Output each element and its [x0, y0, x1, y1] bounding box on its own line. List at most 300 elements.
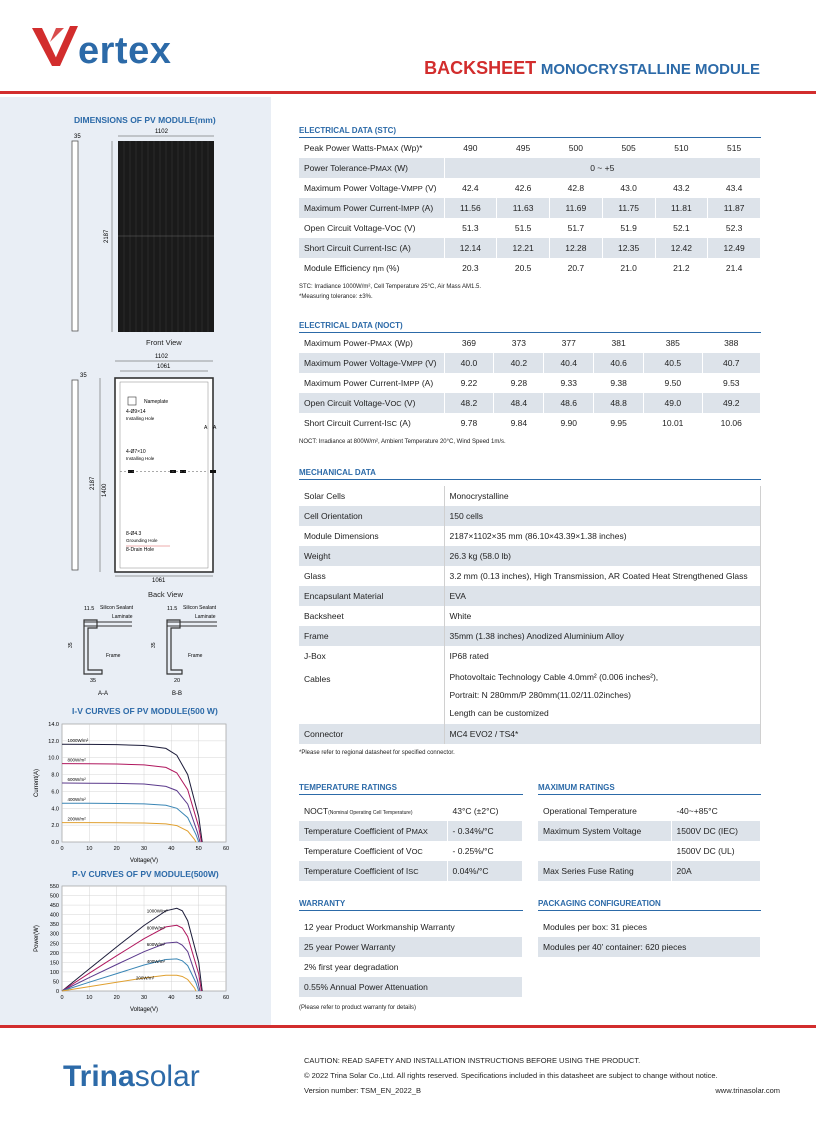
- temp-key: [299, 801, 447, 821]
- noct-cell: 40.4: [544, 353, 594, 373]
- installing-hole-1-label: Installing Hole: [126, 416, 155, 421]
- grounding-hole: 8-Ø4.3: [126, 531, 142, 537]
- copyright-text: © 2022 Trina Solar Co.,Ltd. All rights reserved. Specifications included in this datasheet are subject to change without notice.: [304, 1071, 718, 1080]
- temp-heading: TEMPERATURE RATINGS: [299, 783, 523, 795]
- stc-row-label-sub: MPP: [403, 204, 420, 213]
- noct-cell: 49.0: [644, 393, 702, 413]
- max-rating-row: [538, 841, 761, 861]
- noct-cell: 10.06: [702, 413, 760, 433]
- aa-frame: Frame: [106, 653, 121, 659]
- stc-cell: 51.3: [444, 218, 497, 238]
- packaging-heading: PACKAGING CONFIGUREATION: [538, 899, 761, 911]
- pv-chart: [30, 880, 240, 1015]
- packaging-row: [538, 917, 761, 937]
- bb-frame: Frame: [188, 653, 203, 659]
- packaging-item: Modules per box: 31 pieces: [538, 917, 761, 937]
- mech-key: Glass: [299, 566, 444, 586]
- iv_chart-series-label: 1000W/m²: [67, 738, 89, 744]
- pv_chart-ytick: 450: [49, 903, 59, 910]
- warranty-row: [299, 917, 523, 937]
- stc-cell: 51.5: [497, 218, 550, 238]
- pv_chart-ytick: 200: [49, 950, 59, 957]
- stc-row-label: [299, 198, 444, 218]
- brand-trina: Trina: [63, 1060, 135, 1093]
- mech-value: White: [444, 606, 761, 626]
- iv_chart-xlabel: Voltage(V): [129, 858, 159, 864]
- connector-row: [299, 724, 761, 744]
- stc-row-label-unit: (%): [383, 263, 400, 273]
- noct-cell: 40.2: [494, 353, 544, 373]
- front-view-drawing: [60, 125, 230, 350]
- pv_chart-series-label: 800W/m²: [146, 925, 166, 931]
- noct-cell: 48.6: [544, 393, 594, 413]
- stc-cell: 52.3: [708, 218, 761, 238]
- noct-row-label-text: Maximum Power Current-I: [304, 378, 404, 388]
- noct-row-label-text: Maximum Power-P: [304, 338, 376, 348]
- mech-key: Cell Orientation: [299, 506, 444, 526]
- stc-row-label: [299, 178, 444, 198]
- mech-table-extra: [299, 666, 761, 744]
- warranty-item: 12 year Product Workmanship Warranty: [299, 917, 523, 937]
- temp-key: [299, 841, 447, 861]
- aa-height: 35: [68, 642, 74, 648]
- warranty-section: [299, 899, 523, 1013]
- pv_chart-xlabel: Voltage(V): [129, 1007, 159, 1013]
- noct-cell: 49.2: [702, 393, 760, 413]
- stc-cell: 21.4: [708, 258, 761, 278]
- temp-value: - 0.25%/°C: [447, 841, 523, 861]
- mech-key: Backsheet: [299, 606, 444, 626]
- max-ratings-heading: MAXIMUM RATINGS: [538, 783, 761, 795]
- stc-row-label-text: Power Tolerance-P: [304, 163, 376, 173]
- max-rating-row: [538, 861, 761, 881]
- noct-cell: 373: [494, 333, 544, 353]
- noct-row-label-text: Open Circuit Voltage-V: [304, 398, 391, 408]
- website-link[interactable]: www.trinasolar.com: [715, 1086, 780, 1095]
- noct-row-label-sub: MPP: [406, 359, 423, 368]
- brand-name: ertex: [78, 30, 172, 72]
- drain-hole-label: 8-Drain Hole: [126, 547, 155, 553]
- mech-row: [299, 646, 761, 666]
- pv_chart-ytick: 50: [52, 979, 59, 986]
- pv_chart-xtick: 30: [140, 995, 148, 1001]
- cables-line-2: Portrait: N 280mm/P 280mm(11.02/11.02inches): [449, 690, 631, 700]
- mech-value: 26.3 kg (58.0 lb): [444, 546, 761, 566]
- stc-cell: 11.69: [550, 198, 603, 218]
- warranty-row: [299, 957, 523, 977]
- stc-row-label-sub: MPP: [406, 184, 423, 193]
- iv_chart-xtick: 20: [113, 846, 120, 852]
- pv_chart-ytick: 500: [49, 893, 59, 900]
- iv-chart-heading: I-V CURVES OF PV MODULE(500 W): [72, 706, 218, 716]
- bottom-width-label: 1061: [152, 578, 166, 584]
- max-rating-key: Operational Temperature: [538, 801, 671, 821]
- packaging-section: [538, 899, 761, 957]
- noct-cell: 9.90: [544, 413, 594, 433]
- bb-sealant: Silicon Sealant: [183, 605, 217, 611]
- iv_chart-xtick: 50: [195, 846, 202, 852]
- noct-section: [299, 321, 761, 447]
- noct-row-label-sub: SC: [386, 419, 398, 428]
- stc-cell: 42.6: [497, 178, 550, 198]
- connector-value: MC4 EVO2 / TS4*: [444, 724, 761, 744]
- pv_chart-xtick: 20: [113, 995, 120, 1001]
- section-bb-label: B-B: [172, 691, 183, 697]
- aa-base: 35: [90, 678, 97, 684]
- iv_chart-series-label: 200W/m²: [67, 816, 86, 822]
- stc-row-label: [299, 218, 444, 238]
- mech-key: Module Dimensions: [299, 526, 444, 546]
- max-rating-value: 20A: [671, 861, 761, 881]
- pv_chart-ytick: 250: [49, 941, 59, 948]
- back-view-drawing: [60, 350, 240, 590]
- pv_chart-ytick: 400: [49, 912, 59, 919]
- noct-cell: 40.5: [644, 353, 702, 373]
- pv_chart-xtick: 50: [195, 995, 202, 1001]
- grounding-hole-label: Grounding Hole: [126, 538, 158, 543]
- temp-row: [299, 821, 523, 841]
- max-rating-row: [538, 801, 761, 821]
- noct-row-label-text: Maximum Power Voltage-V: [304, 358, 407, 368]
- stc-row-label-sub: m: [377, 264, 384, 273]
- version-text: Version number: TSM_EN_2022_B: [304, 1086, 422, 1095]
- mech-value: IP68 rated: [444, 646, 761, 666]
- mech-value: 150 cells: [444, 506, 761, 526]
- bb-base: 20: [174, 678, 181, 684]
- noct-row-label: [299, 413, 444, 433]
- noct-row-label: [299, 353, 444, 373]
- warranty-item: 0.55% Annual Power Attenuation: [299, 977, 523, 997]
- stc-row-label-unit: (V): [401, 223, 416, 233]
- noct-cell: 381: [594, 333, 644, 353]
- nameplate-box: [128, 397, 136, 405]
- section-a-marker-2: A: [213, 425, 217, 431]
- installing-hole-2-label: Installing Hole: [126, 456, 155, 461]
- pv_chart-ytick: 100: [49, 969, 59, 976]
- pv_chart-series-label: 1000W/m²: [146, 908, 168, 914]
- noct-cell: 9.78: [444, 413, 494, 433]
- mech-row: [299, 486, 761, 506]
- noct-cell: 9.84: [494, 413, 544, 433]
- noct-cell: 48.4: [494, 393, 544, 413]
- max-rating-value: 1500V DC (UL): [671, 841, 761, 861]
- stc-cell: 490: [444, 138, 497, 158]
- stc-row-label-text: Maximum Power Voltage-V: [304, 183, 407, 193]
- section-a-marker: A: [204, 425, 208, 431]
- iv_chart-ytick: 14.0: [48, 722, 59, 728]
- stc-cell: 51.9: [602, 218, 655, 238]
- stc-row-label-unit: (W): [391, 163, 408, 173]
- max-rating-value: 1500V DC (IEC): [671, 821, 761, 841]
- stc-row: [299, 258, 761, 278]
- mech-section: [299, 468, 761, 758]
- iv_chart-ytick: 4.0: [51, 806, 59, 813]
- mech-row: [299, 566, 761, 586]
- stc-cell: 42.4: [444, 178, 497, 198]
- stc-cell: 12.35: [602, 238, 655, 258]
- temp-value: - 0.34%/°C: [447, 821, 523, 841]
- iv_chart-series-label: 400W/m²: [67, 797, 86, 803]
- iv_chart-xtick: 0: [60, 846, 64, 852]
- mech-value: 35mm (1.38 inches) Anodized Aluminium Alloy: [444, 626, 761, 646]
- noct-row-label-unit: (Wp): [392, 338, 413, 348]
- stc-note-1: STC: Irradiance 1000W/m², Cell Temperature 25°C, Air Mass AM1.5.: [299, 284, 482, 290]
- packaging-table: [538, 917, 761, 957]
- mech-heading: MECHANICAL DATA: [299, 468, 761, 480]
- iv_chart-xtick: 60: [222, 846, 230, 852]
- bb-height: 35: [151, 642, 157, 648]
- noct-note: NOCT: Irradiance at 800W/m², Ambient Temperature 20°C, Wind Speed 1m/s.: [299, 439, 506, 445]
- mech-row: [299, 526, 761, 546]
- max-ratings-table: [538, 801, 761, 881]
- iv_chart-series-label: 600W/m²: [67, 777, 86, 782]
- noct-row-label-sub: MAX: [375, 339, 393, 348]
- temp-key-sub: OC: [411, 847, 423, 856]
- mech-row: [299, 546, 761, 566]
- cables-row: [299, 666, 761, 724]
- stc-row-label-text: Module Efficiency η: [304, 263, 378, 273]
- noct-cell: 369: [444, 333, 494, 353]
- noct-cell: 9.95: [594, 413, 644, 433]
- noct-cell: 377: [544, 333, 594, 353]
- stc-cell: 20.5: [497, 258, 550, 278]
- stc-cell: 12.49: [708, 238, 761, 258]
- back-view-label: Back View: [148, 590, 183, 599]
- vertex-v-logo-icon: [30, 20, 80, 70]
- warranty-item: 25 year Power Warranty: [299, 937, 523, 957]
- width-label: 1102: [155, 129, 168, 135]
- stc-row-label: [299, 238, 444, 258]
- stc-row: [299, 218, 761, 238]
- noct-cell: 40.7: [702, 353, 760, 373]
- noct-row-label-sub: MPP: [403, 379, 420, 388]
- stc-row: [299, 238, 761, 258]
- stc-cell: 11.81: [655, 198, 708, 218]
- mech-table: [299, 486, 761, 666]
- stc-cell: 11.63: [497, 198, 550, 218]
- stc-row: [299, 198, 761, 218]
- noct-cell: 40.0: [444, 353, 494, 373]
- temp-key: [299, 861, 447, 881]
- stc-cell: 12.28: [550, 238, 603, 258]
- noct-cell: 9.22: [444, 373, 494, 393]
- brand-solar: solar: [134, 1060, 200, 1093]
- height-label: 2187: [104, 229, 110, 243]
- max-rating-row: [538, 821, 761, 841]
- pv_chart-xtick: 40: [168, 995, 175, 1001]
- stc-row-label-unit: (V): [422, 183, 437, 193]
- caution-text: CAUTION: READ SAFETY AND INSTALLATION INSTRUCTIONS BEFORE USING THE PRODUCT.: [304, 1056, 641, 1065]
- iv_chart-xtick: 40: [168, 846, 175, 852]
- stc-cell: 12.21: [497, 238, 550, 258]
- back-width-label: 1102: [155, 354, 168, 360]
- noct-row: [299, 393, 761, 413]
- warranty-note: (Please refer to product warranty for details): [299, 1005, 417, 1011]
- stc-cell: 51.7: [550, 218, 603, 238]
- noct-heading: ELECTRICAL DATA (NOCT): [299, 321, 761, 333]
- installing-hole-1: 4-Ø9×14: [126, 409, 146, 415]
- warranty-table: [299, 917, 523, 997]
- stc-cell: 515: [708, 138, 761, 158]
- stc-row-label-text: Open Circuit Voltage-V: [304, 223, 391, 233]
- stc-span-value: 0 ~ +5: [444, 158, 761, 178]
- mech-note: *Please refer to regional datasheet for specified connector.: [299, 750, 455, 756]
- noct-cell: 9.28: [494, 373, 544, 393]
- stc-row-label-sub: OC: [390, 224, 402, 233]
- stc-row-label-unit: (Wp)*: [398, 143, 423, 153]
- stc-row-label-text: Maximum Power Current-I: [304, 203, 404, 213]
- temp-key-text: Temperature Coefficient of I: [304, 866, 409, 876]
- temp-value: 43°C (±2°C): [447, 801, 523, 821]
- noct-cell: 48.8: [594, 393, 644, 413]
- stc-row-label-unit: (A): [397, 243, 411, 253]
- warranty-heading: WARRANTY: [299, 899, 523, 911]
- temp-key-text: Temperature Coefficient of V: [304, 846, 412, 856]
- packaging-row: [538, 937, 761, 957]
- mech-key: Solar Cells: [299, 486, 444, 506]
- stc-row-label-unit: (A): [419, 203, 434, 213]
- noct-row: [299, 373, 761, 393]
- stc-row-label: [299, 258, 444, 278]
- noct-cell: 48.2: [444, 393, 494, 413]
- stc-cell: 21.0: [602, 258, 655, 278]
- cables-value: [444, 666, 761, 724]
- stc-cell: 21.2: [655, 258, 708, 278]
- front-view-label: Front View: [146, 338, 182, 347]
- title-main: BACKSHEET: [424, 58, 537, 78]
- noct-cell: 10.01: [644, 413, 702, 433]
- stc-row-label-sub: MAX: [382, 144, 399, 153]
- dimensions-heading: DIMENSIONS OF PV MODULE(mm): [74, 115, 216, 125]
- packaging-item: Modules per 40’ container: 620 pieces: [538, 937, 761, 957]
- bb-laminate: Laminate: [195, 614, 216, 620]
- pv_chart-series-label: 200W/m²: [135, 975, 155, 981]
- noct-row: [299, 353, 761, 373]
- noct-cell: 40.6: [594, 353, 644, 373]
- noct-cell: 388: [702, 333, 760, 353]
- hole-spacing-label: 1400: [102, 483, 108, 497]
- pv_chart-xtick: 10: [86, 995, 93, 1001]
- mech-key: Frame: [299, 626, 444, 646]
- stc-section: [299, 126, 761, 302]
- iv-chart: [30, 718, 240, 866]
- temp-row: [299, 801, 523, 821]
- pv_chart-ytick: 300: [49, 931, 59, 938]
- iv_chart-ytick: 0.0: [51, 840, 59, 846]
- bb-width: 11.5: [167, 606, 178, 612]
- iv_chart-ytick: 8.0: [51, 772, 59, 779]
- connector-key: Connector: [299, 724, 444, 744]
- thickness-label: 35: [74, 134, 81, 140]
- noct-cell: 9.38: [594, 373, 644, 393]
- stc-row-label-text: Short Circuit Current-I: [304, 243, 387, 253]
- stc-cell: 52.1: [655, 218, 708, 238]
- noct-row-label-unit: (A): [397, 418, 411, 428]
- temp-key-sub: MAX: [411, 827, 428, 836]
- stc-cell: 43.4: [708, 178, 761, 198]
- temp-row: [299, 861, 523, 881]
- iv_chart-ytick: 6.0: [51, 789, 59, 796]
- mech-key: Encapsulant Material: [299, 586, 444, 606]
- stc-cell: 43.0: [602, 178, 655, 198]
- side-profile: [72, 141, 78, 331]
- pv_chart-xtick: 60: [222, 995, 230, 1001]
- iv_chart-ytick: 10.0: [48, 755, 59, 762]
- pv_chart-ylabel: Power(W): [34, 925, 40, 952]
- noct-row-label: [299, 393, 444, 413]
- temp-value: 0.04%/°C: [447, 861, 523, 881]
- temp-row: [299, 841, 523, 861]
- mech-value: Monocrystalline: [444, 486, 761, 506]
- warranty-item: 2% first year degradation: [299, 957, 523, 977]
- trina-solar-logo: [63, 1060, 200, 1094]
- max-rating-key: [538, 841, 671, 861]
- stc-row-label: [299, 138, 444, 158]
- max-rating-key: Max Series Fuse Rating: [538, 861, 671, 881]
- stc-cell: 42.8: [550, 178, 603, 198]
- footer-divider: [0, 1025, 816, 1028]
- stc-cell: 11.87: [708, 198, 761, 218]
- stc-cell: 12.14: [444, 238, 497, 258]
- noct-row-label: [299, 373, 444, 393]
- installing-hole-2: 4-Ø7×10: [126, 449, 146, 455]
- noct-cell: 9.50: [644, 373, 702, 393]
- stc-cell: 20.7: [550, 258, 603, 278]
- stc-cell: 11.75: [602, 198, 655, 218]
- noct-row-label-unit: (V): [401, 398, 416, 408]
- stc-row: [299, 158, 761, 178]
- stc-row: [299, 138, 761, 158]
- pv_chart-ytick: 550: [49, 884, 59, 890]
- mech-key: J-Box: [299, 646, 444, 666]
- aa-sealant: Silicon Sealant: [100, 605, 134, 611]
- iv_chart-series-label: 800W/m²: [67, 757, 86, 763]
- pv_chart-ytick: 350: [49, 922, 59, 929]
- mech-row: [299, 606, 761, 626]
- stc-cell: 500: [550, 138, 603, 158]
- noct-row-label-unit: (A): [419, 378, 434, 388]
- stc-row-label-sub: SC: [386, 244, 398, 253]
- section-aa-label: A-A: [98, 691, 109, 697]
- mech-value: EVA: [444, 586, 761, 606]
- cables-line-1: Photovoltaic Technology Cable 4.0mm² (0.006 inches²),: [449, 672, 659, 682]
- title-sub: MONOCRYSTALLINE MODULE: [540, 61, 760, 78]
- stc-row-label: [299, 158, 444, 178]
- iv_chart-ylabel: Current(A): [34, 768, 40, 798]
- noct-row-label: [299, 333, 444, 353]
- noct-table: [299, 333, 761, 433]
- pv_chart-ytick: 0: [55, 989, 59, 995]
- iv_chart-ytick: 12.0: [48, 738, 59, 745]
- stc-cell: 20.3: [444, 258, 497, 278]
- pv_chart-xtick: 0: [60, 995, 64, 1001]
- temp-key-text: NOCT: [304, 806, 329, 816]
- temp-section: [299, 783, 523, 881]
- max-ratings-section: [538, 783, 761, 881]
- max-rating-key: Maximum System Voltage: [538, 821, 671, 841]
- back-thickness-label: 35: [80, 373, 87, 379]
- max-rating-value: -40~+85°C: [671, 801, 761, 821]
- mech-row: [299, 626, 761, 646]
- iv_chart-ytick: 2.0: [51, 823, 59, 830]
- cables-line-3: Length can be customized: [449, 708, 549, 718]
- stc-notes: [299, 282, 761, 302]
- stc-row-label-sub: MAX: [375, 164, 392, 173]
- warranty-row: [299, 937, 523, 957]
- mech-value: 2187×1102×35 mm (86.10×43.39×1.38 inches): [444, 526, 761, 546]
- noct-row: [299, 413, 761, 433]
- stc-heading: ELECTRICAL DATA (STC): [299, 126, 761, 138]
